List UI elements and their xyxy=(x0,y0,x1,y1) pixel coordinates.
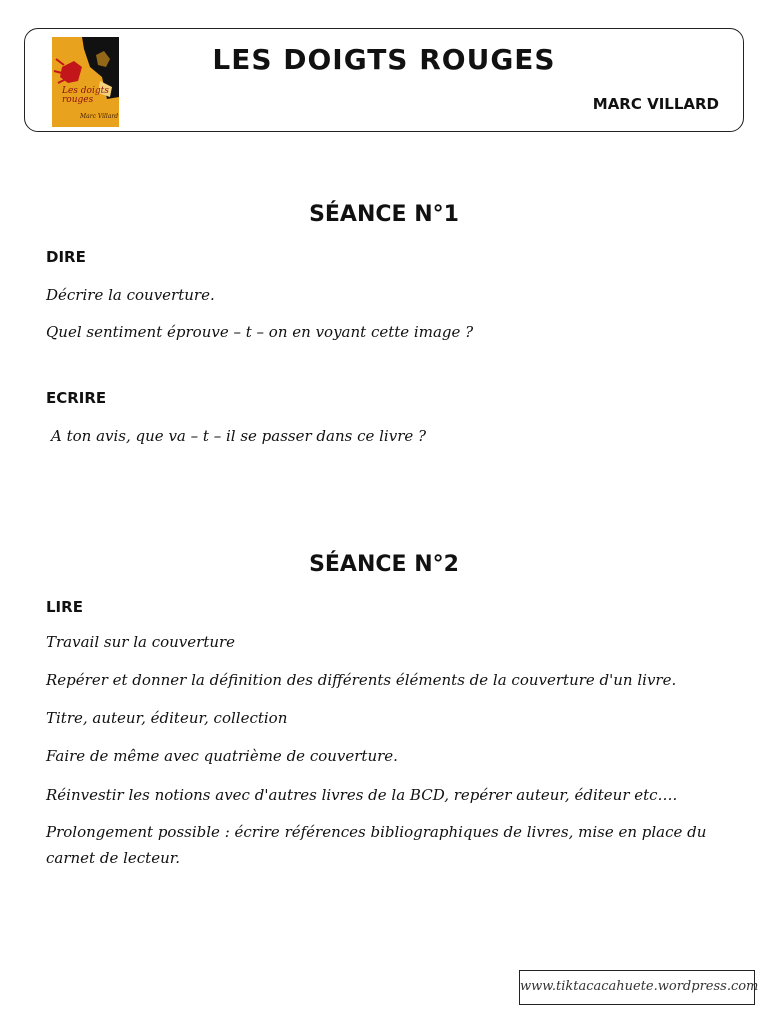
lire-line-1: Travail sur la couverture xyxy=(46,633,236,651)
seance-2-title: SÉANCE N°2 xyxy=(309,552,459,577)
page-title: LES DOIGTS ROUGES xyxy=(212,43,556,76)
dire-line-1: Décrire la couverture. xyxy=(46,286,215,304)
footer-url: www.tiktacacahuete.wordpress.com xyxy=(519,970,755,1005)
ecrire-line-1: A ton avis, que va – t – il se passer dans ce livre ? xyxy=(51,427,427,445)
seance-1-title: SÉANCE N°1 xyxy=(309,202,459,227)
lire-line-4: Faire de même avec quatrième de couverture. xyxy=(46,747,398,765)
cover-title-text: Les doigts rouges xyxy=(62,86,109,105)
lire-line-3: Titre, auteur, éditeur, collection xyxy=(46,709,288,727)
lire-line-5: Réinvestir les notions avec d'autres livres de la BCD, repérer auteur, éditeur etc…. xyxy=(46,786,678,804)
dire-line-2: Quel sentiment éprouve – t – on en voyant cette image ? xyxy=(46,323,474,341)
ecrire-label: ECRIRE xyxy=(46,389,107,407)
header-box xyxy=(24,28,744,132)
cover-author-text: Marc Villard xyxy=(80,113,119,120)
dire-label: DIRE xyxy=(46,248,86,266)
lire-line-6: Prolongement possible : écrire références bibliographiques de livres, mise en place du carnet de lecteur. xyxy=(46,823,707,867)
lire-label: LIRE xyxy=(46,598,83,616)
book-author: MARC VILLARD xyxy=(592,95,719,113)
lire-line-2: Repérer et donner la définition des différents éléments de la couverture d'un livre. xyxy=(46,671,677,689)
